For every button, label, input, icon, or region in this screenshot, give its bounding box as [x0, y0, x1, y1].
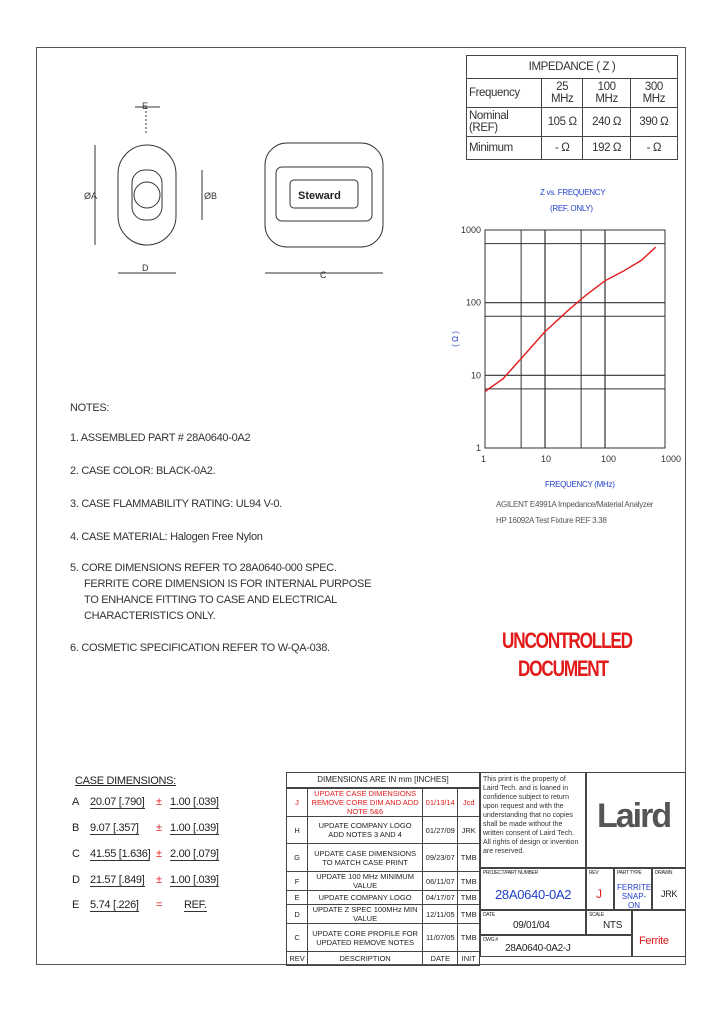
note-item: TO ENHANCE FITTING TO CASE AND ELECTRICAL [84, 594, 337, 606]
table-row: REV DESCRIPTION DATE INIT [287, 952, 480, 966]
notes-heading: NOTES: [70, 402, 110, 414]
part-type: FERRITE SNAP-ON [617, 883, 652, 910]
note-item: FERRITE CORE DIMENSION IS FOR INTERNAL PURPOSE [84, 578, 372, 590]
brand-label: Steward [298, 190, 341, 202]
case-dimensions-heading: CASE DIMENSIONS: [75, 775, 176, 787]
part-type-box: PART TYPE FERRITE SNAP-ON [614, 868, 652, 910]
rev-box: REV J [586, 868, 614, 910]
x-tick-label: 1000 [661, 454, 682, 464]
dim-label-c: C [320, 270, 327, 280]
note-item: 3. CASE FLAMMABILITY RATING: UL94 V-0. [70, 498, 282, 510]
impedance-table [466, 55, 678, 160]
end-view-outline [118, 145, 176, 245]
legal-notice: This print is the property of Laird Tech. and is loaned in confidence subject to return upon request and with the understanding that no copies shall be made without the written consent of Laird Tech. All rights of design or invention are reserved. [480, 772, 586, 868]
note-item: 2. CASE COLOR: BLACK-0A2. [70, 465, 216, 477]
table-row: Minimum - Ω 192 Ω - Ω [467, 137, 678, 160]
impedance-chart [450, 220, 685, 495]
chart-subtitle: (REF. ONLY) [550, 204, 593, 213]
part-number: 28A0640-0A2 [495, 887, 572, 902]
impedance-title: IMPEDANCE ( Z ) [467, 56, 678, 79]
dwg-box: DWG # 28A0640-0A2-J [480, 935, 632, 957]
core-opening [132, 170, 162, 220]
x-tick-label: 10 [541, 454, 552, 464]
current-rev: J [596, 887, 602, 901]
x-tick-label: 100 [601, 454, 617, 464]
table-row: J UPDATE CASE DIMENSIONS REMOVE CORE DIM AND ADD NOTE 5&6 01/13/14 Jcd [287, 789, 480, 817]
note-item: 4. CASE MATERIAL: Halogen Free Nylon [70, 531, 263, 543]
table-row: Frequency 25 MHz 100 MHz 300 MHz [467, 79, 678, 108]
uncontrolled-stamp-line2: DOCUMENT [518, 656, 608, 681]
y-tick-label: 10 [470, 370, 481, 381]
note-item: 5. CORE DIMENSIONS REFER TO 28A0640-000 SPEC. [70, 562, 337, 574]
table-row: E UPDATE COMPANY LOGO 04/17/07 TMB [287, 891, 480, 905]
y-tick-label: 1 [475, 443, 481, 453]
uncontrolled-stamp-line1: UNCONTROLLED [502, 628, 632, 653]
material: Ferrite [639, 935, 669, 947]
drawn-by: JRK [661, 889, 678, 899]
table-row: F UPDATE 100 MHz MINIMUM VALUE 06/11/07 TMB [287, 872, 480, 891]
units-note: DIMENSIONS ARE IN mm [INCHES] [286, 772, 480, 788]
revision-table [286, 788, 480, 966]
logo-box [586, 772, 686, 868]
date-box: DATE 09/01/04 [480, 910, 586, 935]
scale-box: SCALE NTS [586, 910, 632, 935]
dim-label-e: E [142, 101, 149, 111]
laird-logo: Laird [597, 797, 671, 835]
drawing-scale: NTS [603, 920, 623, 931]
chart-footnote: HP 16092A Test Fixture REF 3.38 [496, 516, 607, 525]
drawing-date: 09/01/04 [513, 920, 550, 931]
chart-footnote: AGILENT E4991A Impedance/Material Analyzer [496, 500, 654, 509]
table-row: H UPDATE COMPANY LOGO ADD NOTES 3 AND 4 01/27/09 JRK [287, 817, 480, 844]
chart-xlabel: FREQUENCY (MHz) [545, 480, 615, 489]
y-tick-label: 1000 [460, 225, 481, 235]
note-item: 6. COSMETIC SPECIFICATION REFER TO W-QA-038. [70, 642, 330, 654]
dim-label-a: ØA [84, 191, 98, 201]
chart-title: Z vs. FREQUENCY [540, 188, 606, 197]
y-tick-label: 100 [465, 297, 481, 308]
y-axis-label: ( Ω ) [451, 331, 460, 347]
table-row: Nominal (REF) 105 Ω 240 Ω 390 Ω [467, 108, 678, 137]
part-drawing [80, 95, 410, 295]
drawn-box: DRAWN JRK [652, 868, 686, 910]
table-row: D UPDATE Z SPEC 100MHz MIN VALUE 12/11/05 TMB [287, 905, 480, 924]
material-box [632, 910, 686, 957]
table-row: G UPDATE CASE DIMENSIONS TO MATCH CASE PRINT 09/23/07 TMB [287, 844, 480, 872]
part-number-box: PROJECT/PART NUMBER 28A0640-0A2 [480, 868, 586, 910]
dim-label-b: ØB [204, 191, 218, 201]
note-item: 1. ASSEMBLED PART # 28A0640-0A2 [70, 432, 251, 444]
series-line [485, 247, 656, 391]
x-tick-label: 1 [481, 454, 487, 464]
table-row: C UPDATE CORE PROFILE FOR UPDATED REMOVE NOTES 11/07/05 TMB [287, 924, 480, 952]
dim-label-d: D [142, 263, 149, 273]
drawing-number: 28A0640-0A2-J [505, 943, 571, 954]
note-item: CHARACTERISTICS ONLY. [84, 610, 216, 622]
